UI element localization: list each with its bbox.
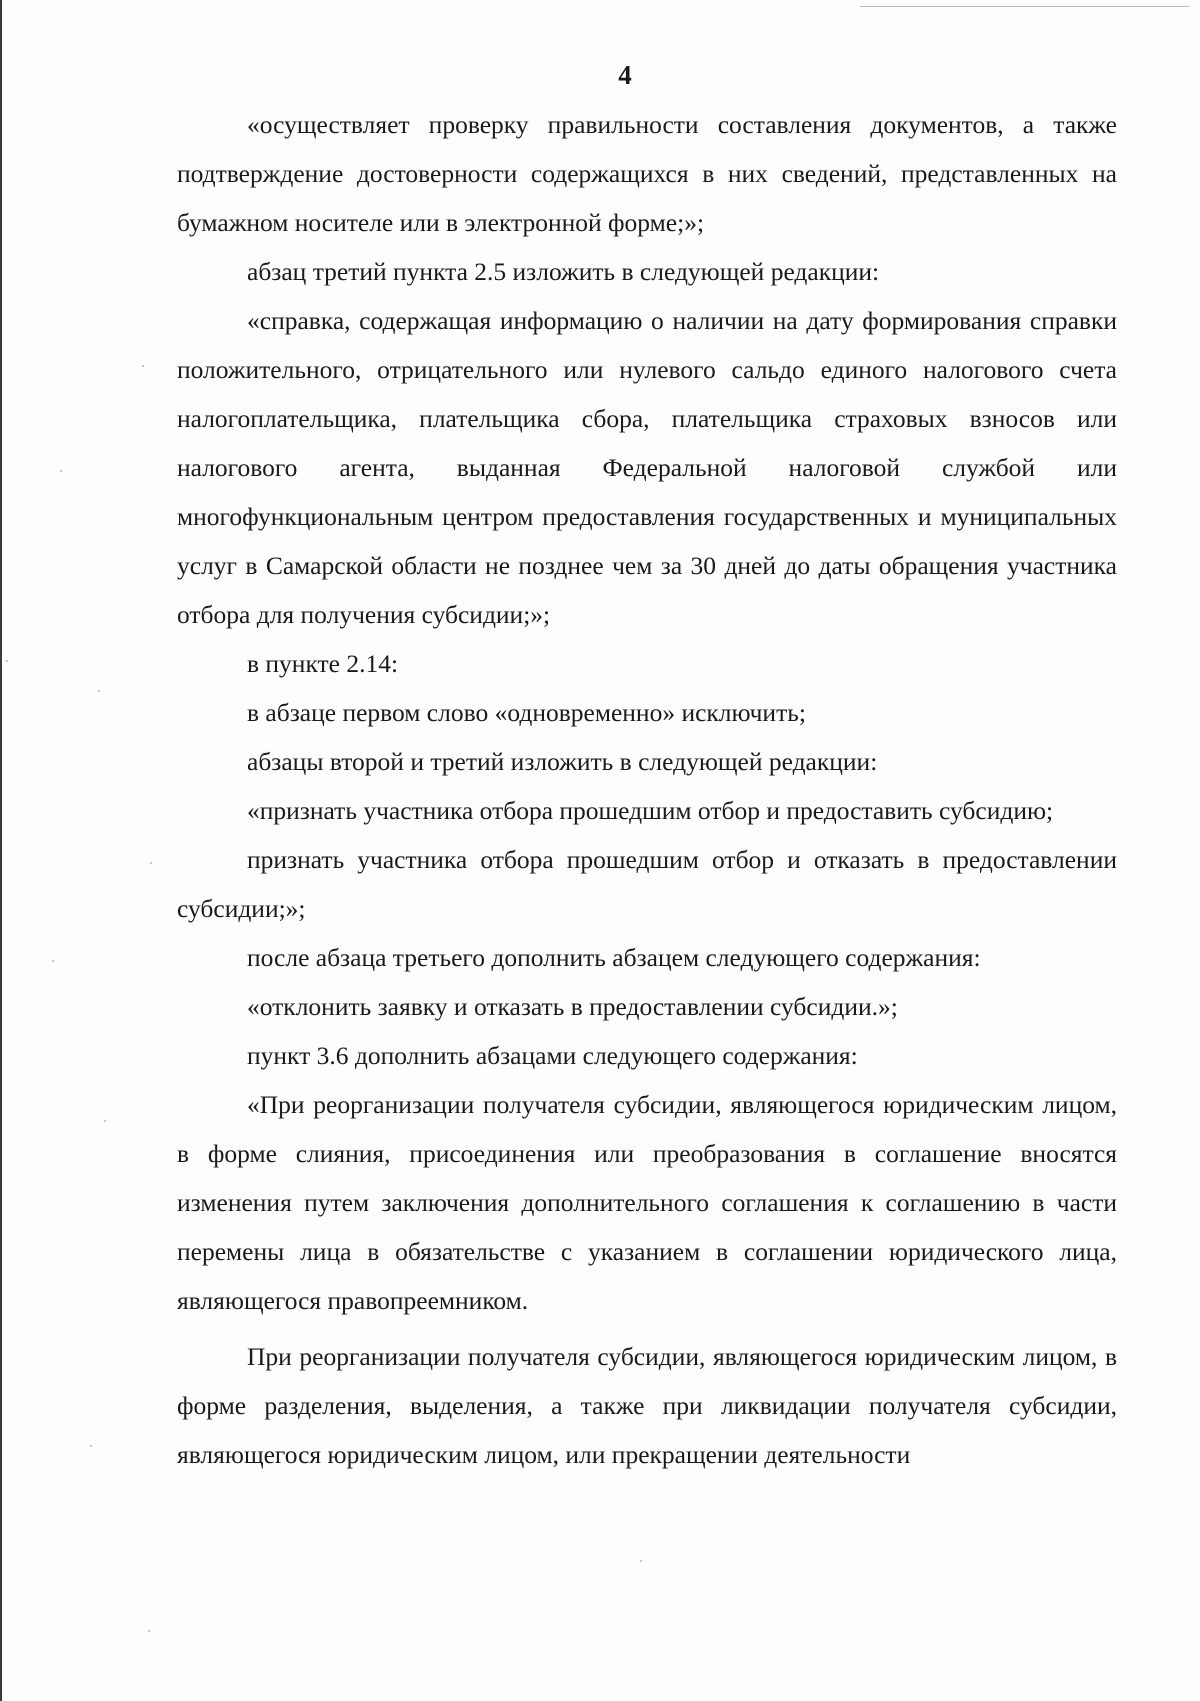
paragraph-8: признать участника отбора прошедшим отбор и отказать в предоставлении субсидии;»;	[177, 845, 1117, 923]
paragraph-7: «признать участника отбора прошедшим отбор и предоставить субсидию;	[247, 796, 1054, 825]
scan-speck	[150, 862, 152, 864]
document-body	[177, 100, 1117, 1479]
scan-speck	[6, 660, 8, 662]
scan-speck	[142, 365, 144, 367]
paragraph-1: «осуществляет проверку правильности составления документов, а также подтверждение достоверности содержащихся в них сведений, представленных на бумажном носителе или в электронной форме;»;	[177, 110, 1117, 237]
paragraph-9: после абзаца третьего дополнить абзацем следующего содержания:	[247, 943, 981, 972]
paragraph-4: в пункте 2.14:	[247, 649, 399, 678]
paragraph-5: в абзаце первом слово «одновременно» исключить;	[247, 698, 806, 727]
scan-speck	[52, 960, 54, 962]
paragraph-3: «справка, содержащая информацию о наличии на дату формирования справки положительного, отрицательного или нулевого сальдо единого налогового счета налогоплательщика, плательщика сбора, плательщика страховых взносов или налогового агента, выданная Федеральной налоговой службой или многофункциональным центром предоставления государственных и муниципальных услуг в Самарской области не позднее чем за 30 дней до даты обращения участника отбора для получения субсидии;»;	[177, 306, 1117, 629]
scan-speck	[104, 1120, 106, 1122]
paragraph-12: «При реорганизации получателя субсидии, являющегося юридическим лицом, в форме слияния, присоединения или преобразования в соглашение вносятся изменения путем заключения дополнительного соглашения к соглашению в части перемены лица в обязательстве с указанием в соглашении юридического лица, являющегося правопреемником.	[177, 1090, 1117, 1315]
scan-speck	[148, 1630, 150, 1632]
scan-speck	[98, 690, 100, 692]
scan-top-edge	[860, 6, 1190, 7]
paragraph-11: пункт 3.6 дополнить абзацами следующего содержания:	[247, 1041, 858, 1070]
paragraph-10: «отклонить заявку и отказать в предоставлении субсидии.»;	[247, 992, 898, 1021]
scan-left-edge	[0, 0, 2, 1701]
paragraph-2: абзац третий пункта 2.5 изложить в следующей редакции:	[247, 257, 880, 286]
paragraph-6: абзацы второй и третий изложить в следующей редакции:	[247, 747, 878, 776]
paragraph-13: При реорганизации получателя субсидии, являющегося юридическим лицом, в форме разделения, выделения, а также при ликвидации получателя субсидии, являющегося юридическим лицом, или прекращении деятельности	[177, 1342, 1117, 1469]
scan-speck	[640, 1560, 642, 1562]
page-number: 4	[618, 60, 632, 90]
scan-speck	[60, 470, 62, 472]
scan-speck	[90, 1445, 92, 1447]
